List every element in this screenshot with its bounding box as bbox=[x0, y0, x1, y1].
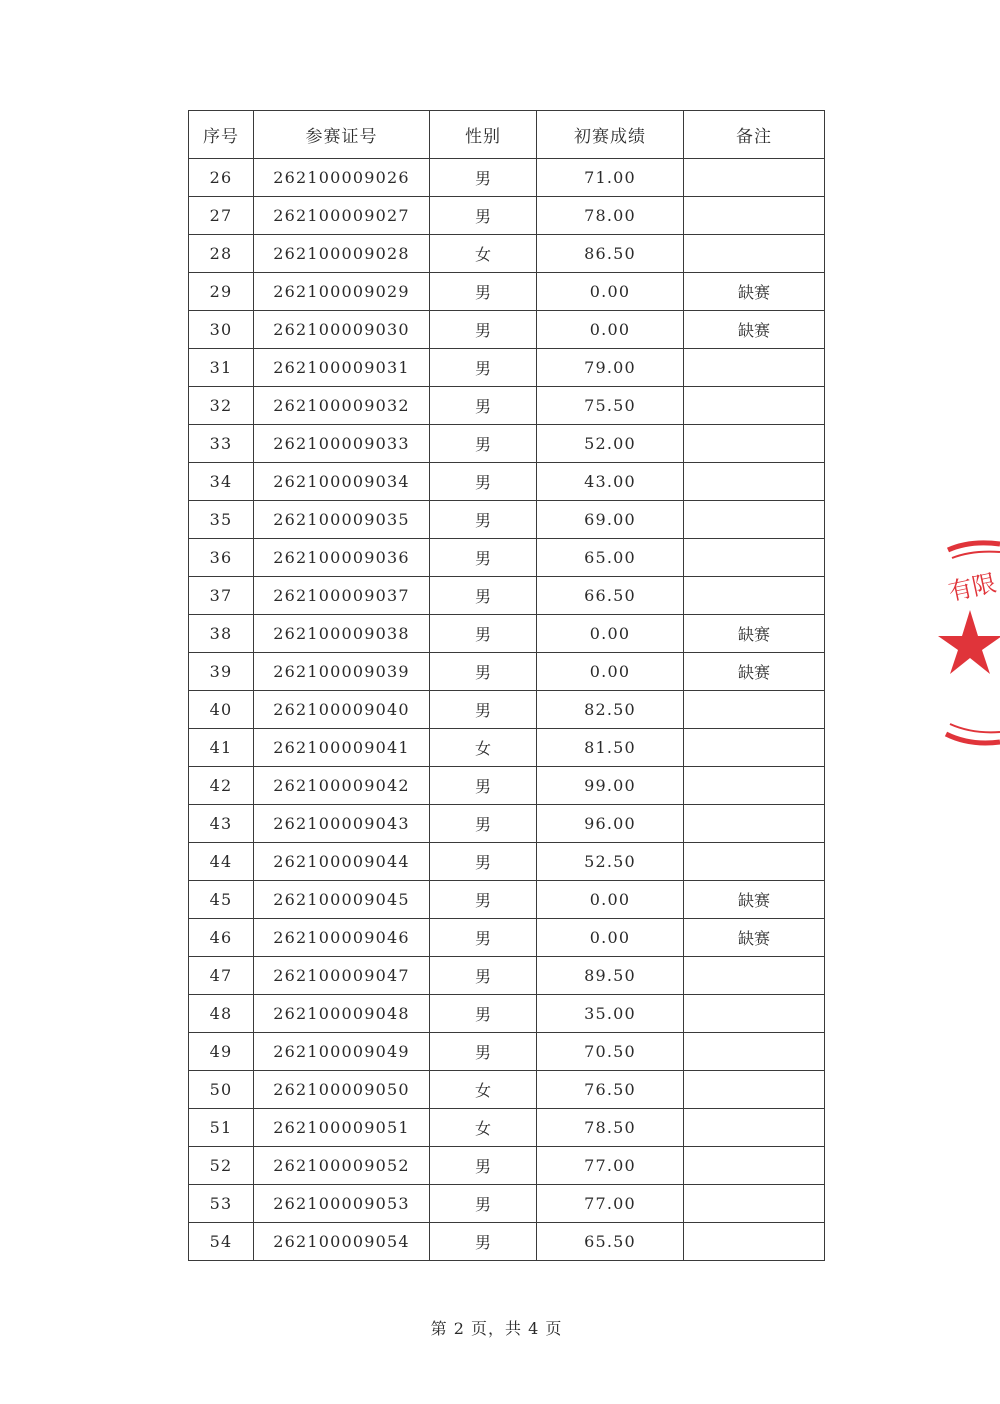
cell-gender: 男 bbox=[430, 577, 537, 615]
cell-remark bbox=[684, 387, 825, 425]
header-score: 初赛成绩 bbox=[537, 111, 684, 159]
table-row bbox=[189, 1147, 825, 1185]
cell-seq: 54 bbox=[189, 1223, 254, 1261]
cell-id: 262100009046 bbox=[254, 919, 430, 957]
cell-gender: 男 bbox=[430, 691, 537, 729]
cell-seq: 49 bbox=[189, 1033, 254, 1071]
cell-remark: 缺赛 bbox=[684, 311, 825, 349]
cell-remark: 缺赛 bbox=[684, 881, 825, 919]
table-row bbox=[189, 425, 825, 463]
table-row bbox=[189, 1109, 825, 1147]
cell-gender: 男 bbox=[430, 1033, 537, 1071]
cell-score: 0.00 bbox=[537, 615, 684, 653]
cell-id: 262100009033 bbox=[254, 425, 430, 463]
cell-score: 70.50 bbox=[537, 1033, 684, 1071]
cell-seq: 33 bbox=[189, 425, 254, 463]
cell-id: 262100009049 bbox=[254, 1033, 430, 1071]
cell-seq: 39 bbox=[189, 653, 254, 691]
cell-seq: 32 bbox=[189, 387, 254, 425]
cell-score: 0.00 bbox=[537, 653, 684, 691]
table-row bbox=[189, 995, 825, 1033]
stamp-ring-top bbox=[948, 543, 1000, 550]
cell-score: 0.00 bbox=[537, 919, 684, 957]
cell-score: 0.00 bbox=[537, 311, 684, 349]
cell-seq: 43 bbox=[189, 805, 254, 843]
cell-score: 52.50 bbox=[537, 843, 684, 881]
table-row bbox=[189, 615, 825, 653]
cell-id: 262100009028 bbox=[254, 235, 430, 273]
cell-score: 78.50 bbox=[537, 1109, 684, 1147]
stamp-text: 有限 bbox=[945, 568, 999, 607]
table-row bbox=[189, 539, 825, 577]
cell-id: 262100009044 bbox=[254, 843, 430, 881]
cell-score: 99.00 bbox=[537, 767, 684, 805]
cell-gender: 男 bbox=[430, 805, 537, 843]
cell-id: 262100009048 bbox=[254, 995, 430, 1033]
cell-remark bbox=[684, 767, 825, 805]
cell-remark bbox=[684, 1109, 825, 1147]
cell-seq: 50 bbox=[189, 1071, 254, 1109]
cell-remark bbox=[684, 539, 825, 577]
table-row bbox=[189, 273, 825, 311]
cell-remark bbox=[684, 235, 825, 273]
header-gender: 性别 bbox=[430, 111, 537, 159]
cell-score: 65.50 bbox=[537, 1223, 684, 1261]
cell-id: 262100009050 bbox=[254, 1071, 430, 1109]
table-row bbox=[189, 577, 825, 615]
cell-seq: 35 bbox=[189, 501, 254, 539]
cell-score: 66.50 bbox=[537, 577, 684, 615]
table-body bbox=[189, 159, 825, 1261]
cell-remark bbox=[684, 1223, 825, 1261]
cell-score: 65.00 bbox=[537, 539, 684, 577]
header-seq: 序号 bbox=[189, 111, 254, 159]
cell-score: 76.50 bbox=[537, 1071, 684, 1109]
cell-remark bbox=[684, 349, 825, 387]
cell-id: 262100009053 bbox=[254, 1185, 430, 1223]
cell-gender: 女 bbox=[430, 1071, 537, 1109]
table-row bbox=[189, 729, 825, 767]
table-row bbox=[189, 349, 825, 387]
cell-score: 52.00 bbox=[537, 425, 684, 463]
cell-gender: 男 bbox=[430, 767, 537, 805]
cell-id: 262100009026 bbox=[254, 159, 430, 197]
cell-id: 262100009045 bbox=[254, 881, 430, 919]
cell-id: 262100009040 bbox=[254, 691, 430, 729]
table-row bbox=[189, 919, 825, 957]
cell-remark bbox=[684, 159, 825, 197]
cell-remark bbox=[684, 729, 825, 767]
cell-score: 69.00 bbox=[537, 501, 684, 539]
table-row bbox=[189, 653, 825, 691]
cell-gender: 男 bbox=[430, 843, 537, 881]
cell-remark bbox=[684, 691, 825, 729]
table-row bbox=[189, 805, 825, 843]
cell-remark bbox=[684, 805, 825, 843]
table-row bbox=[189, 235, 825, 273]
cell-gender: 男 bbox=[430, 919, 537, 957]
cell-gender: 男 bbox=[430, 539, 537, 577]
cell-remark: 缺赛 bbox=[684, 615, 825, 653]
cell-gender: 女 bbox=[430, 1109, 537, 1147]
table-row bbox=[189, 463, 825, 501]
cell-score: 86.50 bbox=[537, 235, 684, 273]
cell-seq: 29 bbox=[189, 273, 254, 311]
cell-seq: 53 bbox=[189, 1185, 254, 1223]
table-header bbox=[189, 111, 825, 159]
header-remark: 备注 bbox=[684, 111, 825, 159]
table-row bbox=[189, 311, 825, 349]
red-seal-stamp bbox=[940, 538, 1000, 748]
cell-gender: 男 bbox=[430, 881, 537, 919]
stamp-star-icon bbox=[938, 610, 1000, 674]
cell-seq: 38 bbox=[189, 615, 254, 653]
cell-seq: 30 bbox=[189, 311, 254, 349]
cell-id: 262100009031 bbox=[254, 349, 430, 387]
cell-gender: 男 bbox=[430, 387, 537, 425]
cell-seq: 28 bbox=[189, 235, 254, 273]
cell-remark bbox=[684, 1033, 825, 1071]
cell-gender: 男 bbox=[430, 349, 537, 387]
cell-gender: 男 bbox=[430, 653, 537, 691]
cell-gender: 男 bbox=[430, 1185, 537, 1223]
cell-gender: 男 bbox=[430, 957, 537, 995]
cell-gender: 男 bbox=[430, 159, 537, 197]
cell-gender: 男 bbox=[430, 1223, 537, 1261]
page-footer: 第 2 页，共 4 页 bbox=[430, 1319, 563, 1338]
cell-id: 262100009034 bbox=[254, 463, 430, 501]
cell-remark bbox=[684, 463, 825, 501]
cell-score: 77.00 bbox=[537, 1185, 684, 1223]
cell-seq: 51 bbox=[189, 1109, 254, 1147]
table-row bbox=[189, 843, 825, 881]
cell-gender: 女 bbox=[430, 235, 537, 273]
cell-score: 0.00 bbox=[537, 273, 684, 311]
cell-id: 262100009036 bbox=[254, 539, 430, 577]
cell-seq: 36 bbox=[189, 539, 254, 577]
cell-remark bbox=[684, 1185, 825, 1223]
table-row bbox=[189, 1071, 825, 1109]
cell-id: 262100009052 bbox=[254, 1147, 430, 1185]
table-row bbox=[189, 159, 825, 197]
header-row bbox=[189, 111, 825, 159]
cell-id: 262100009041 bbox=[254, 729, 430, 767]
cell-id: 262100009032 bbox=[254, 387, 430, 425]
cell-id: 262100009037 bbox=[254, 577, 430, 615]
cell-seq: 45 bbox=[189, 881, 254, 919]
cell-seq: 34 bbox=[189, 463, 254, 501]
cell-score: 43.00 bbox=[537, 463, 684, 501]
cell-score: 0.00 bbox=[537, 881, 684, 919]
cell-gender: 男 bbox=[430, 463, 537, 501]
table-row bbox=[189, 767, 825, 805]
cell-seq: 47 bbox=[189, 957, 254, 995]
cell-remark: 缺赛 bbox=[684, 919, 825, 957]
cell-remark bbox=[684, 995, 825, 1033]
stamp-ring-top-inner bbox=[952, 552, 1000, 558]
table-row bbox=[189, 1033, 825, 1071]
cell-id: 262100009029 bbox=[254, 273, 430, 311]
cell-score: 79.00 bbox=[537, 349, 684, 387]
table-row bbox=[189, 957, 825, 995]
cell-seq: 41 bbox=[189, 729, 254, 767]
cell-id: 262100009047 bbox=[254, 957, 430, 995]
table-row bbox=[189, 691, 825, 729]
cell-score: 81.50 bbox=[537, 729, 684, 767]
cell-seq: 52 bbox=[189, 1147, 254, 1185]
cell-id: 262100009038 bbox=[254, 615, 430, 653]
cell-gender: 女 bbox=[430, 729, 537, 767]
results-table bbox=[188, 110, 825, 1261]
cell-seq: 46 bbox=[189, 919, 254, 957]
cell-gender: 男 bbox=[430, 197, 537, 235]
table-row bbox=[189, 1223, 825, 1261]
table-row bbox=[189, 197, 825, 235]
cell-id: 262100009027 bbox=[254, 197, 430, 235]
cell-remark bbox=[684, 501, 825, 539]
stamp-ring-bottom bbox=[946, 734, 1000, 743]
table-row bbox=[189, 1185, 825, 1223]
cell-remark: 缺赛 bbox=[684, 653, 825, 691]
cell-id: 262100009051 bbox=[254, 1109, 430, 1147]
cell-remark bbox=[684, 577, 825, 615]
cell-remark bbox=[684, 1071, 825, 1109]
cell-remark bbox=[684, 1147, 825, 1185]
cell-gender: 男 bbox=[430, 1147, 537, 1185]
cell-score: 82.50 bbox=[537, 691, 684, 729]
cell-score: 96.00 bbox=[537, 805, 684, 843]
cell-gender: 男 bbox=[430, 995, 537, 1033]
cell-remark: 缺赛 bbox=[684, 273, 825, 311]
cell-id: 262100009039 bbox=[254, 653, 430, 691]
cell-id: 262100009030 bbox=[254, 311, 430, 349]
cell-gender: 男 bbox=[430, 425, 537, 463]
cell-remark bbox=[684, 957, 825, 995]
cell-seq: 40 bbox=[189, 691, 254, 729]
cell-score: 71.00 bbox=[537, 159, 684, 197]
cell-score: 35.00 bbox=[537, 995, 684, 1033]
cell-seq: 37 bbox=[189, 577, 254, 615]
stamp-ring-bottom-inner bbox=[950, 724, 1000, 732]
cell-score: 89.50 bbox=[537, 957, 684, 995]
header-id: 参赛证号 bbox=[254, 111, 430, 159]
cell-seq: 42 bbox=[189, 767, 254, 805]
table-row bbox=[189, 501, 825, 539]
cell-gender: 男 bbox=[430, 615, 537, 653]
cell-gender: 男 bbox=[430, 273, 537, 311]
cell-id: 262100009054 bbox=[254, 1223, 430, 1261]
cell-id: 262100009043 bbox=[254, 805, 430, 843]
cell-remark bbox=[684, 425, 825, 463]
cell-seq: 26 bbox=[189, 159, 254, 197]
cell-remark bbox=[684, 197, 825, 235]
cell-id: 262100009042 bbox=[254, 767, 430, 805]
cell-seq: 27 bbox=[189, 197, 254, 235]
cell-score: 78.00 bbox=[537, 197, 684, 235]
cell-score: 75.50 bbox=[537, 387, 684, 425]
cell-id: 262100009035 bbox=[254, 501, 430, 539]
cell-seq: 44 bbox=[189, 843, 254, 881]
cell-seq: 48 bbox=[189, 995, 254, 1033]
table-row bbox=[189, 387, 825, 425]
cell-gender: 男 bbox=[430, 311, 537, 349]
cell-score: 77.00 bbox=[537, 1147, 684, 1185]
cell-seq: 31 bbox=[189, 349, 254, 387]
cell-remark bbox=[684, 843, 825, 881]
table-row bbox=[189, 881, 825, 919]
cell-gender: 男 bbox=[430, 501, 537, 539]
